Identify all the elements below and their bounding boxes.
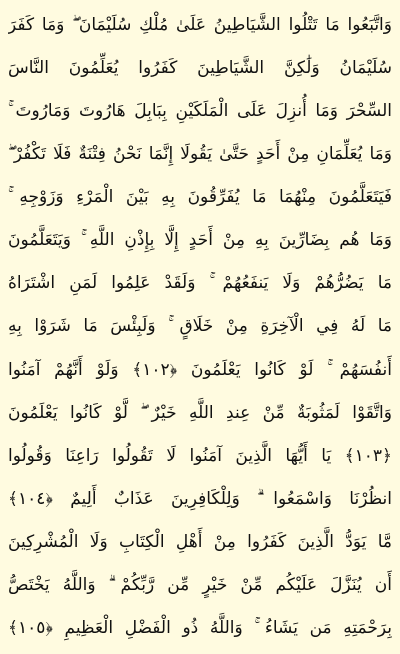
line-text: مَا لَهُ فِي الْآخِرَةِ مِنْ خَلَاقٍ ۚ وَلَبِئْسَ مَا شَرَوْا بِهِ bbox=[8, 316, 392, 337]
line-text: ﴿١٠٣﴾ يَا أَيُّهَا الَّذِينَ آمَنُوا لَا تَقُولُوا رَاعِنَا وَقُولُوا bbox=[8, 445, 392, 466]
line-text: سُلَيْمَانُ وَلَٰكِنَّ الشَّيَاطِينَ كَفَرُوا يُعَلِّمُونَ النَّاسَ bbox=[8, 58, 392, 79]
line-text: السِّحْرَ وَمَا أُنزِلَ عَلَى الْمَلَكَيْنِ بِبَابِلَ هَارُوتَ وَمَارُوتَ ۚ bbox=[8, 101, 392, 122]
line-text: وَاتَّقَوْا لَمَثُوبَةٌ مِّنْ عِندِ اللَّهِ خَيْرٌ ۖ لَّوْ كَانُوا يَعْلَمُونَ bbox=[8, 402, 392, 423]
line-text: أَنفُسَهُمْ ۚ لَوْ كَانُوا يَعْلَمُونَ ﴿١٠٢﴾ وَلَوْ أَنَّهُمْ آمَنُوا bbox=[8, 359, 392, 380]
text-line-11 bbox=[8, 435, 392, 478]
text-line-10 bbox=[8, 392, 392, 435]
text-line-4 bbox=[8, 133, 392, 176]
text-line-6 bbox=[8, 219, 392, 262]
line-text: بِرَحْمَتِهِ مَن يَشَاءُ ۚ وَاللَّهُ ذُو الْفَضْلِ الْعَظِيمِ ﴿١٠٥﴾ bbox=[8, 617, 392, 638]
text-line-12 bbox=[8, 478, 392, 521]
line-text: انظُرْنَا وَاسْمَعُوا ۗ وَلِلْكَافِرِينَ عَذَابٌ أَلِيمٌ ﴿١٠٤﴾ bbox=[8, 488, 392, 509]
line-text: وَمَا هُم بِضَارِّينَ بِهِ مِنْ أَحَدٍ إِلَّا بِإِذْنِ اللَّهِ ۚ وَيَتَعَلَّمُونَ bbox=[8, 230, 392, 251]
line-text: أَن يُنَزَّلَ عَلَيْكُم مِّنْ خَيْرٍ مِّن رَّبِّكُمْ ۗ وَاللَّهُ يَخْتَصُّ bbox=[8, 574, 392, 595]
text-line-1 bbox=[8, 4, 392, 47]
text-line-3 bbox=[8, 90, 392, 133]
text-line-9 bbox=[8, 349, 392, 392]
text-line-2 bbox=[8, 47, 392, 90]
line-text: وَاتَّبَعُوا مَا تَتْلُوا الشَّيَاطِينُ عَلَىٰ مُلْكِ سُلَيْمَانَ ۖ وَمَا كَفَرَ bbox=[8, 15, 392, 36]
text-line-5 bbox=[8, 176, 392, 219]
text-line-15 bbox=[8, 607, 392, 650]
text-line-14 bbox=[8, 564, 392, 607]
verse-lines bbox=[8, 4, 392, 650]
line-text: وَمَا يُعَلِّمَانِ مِنْ أَحَدٍ حَتَّىٰ يَقُولَا إِنَّمَا نَحْنُ فِتْنَةٌ فَلَا تَكْفُرْ ۖ bbox=[8, 144, 392, 165]
text-line-13 bbox=[8, 521, 392, 564]
text-line-8 bbox=[8, 305, 392, 348]
text-line-7 bbox=[8, 262, 392, 305]
line-text: مَّا يَوَدُّ الَّذِينَ كَفَرُوا مِنْ أَهْلِ الْكِتَابِ وَلَا الْمُشْرِكِينَ bbox=[8, 531, 392, 552]
line-text: مَا يَضُرُّهُمْ وَلَا يَنفَعُهُمْ ۚ وَلَقَدْ عَلِمُوا لَمَنِ اشْتَرَاهُ bbox=[8, 273, 392, 294]
line-text: فَيَتَعَلَّمُونَ مِنْهُمَا مَا يُفَرِّقُونَ بِهِ بَيْنَ الْمَرْءِ وَزَوْجِهِ ۚ bbox=[8, 187, 392, 208]
